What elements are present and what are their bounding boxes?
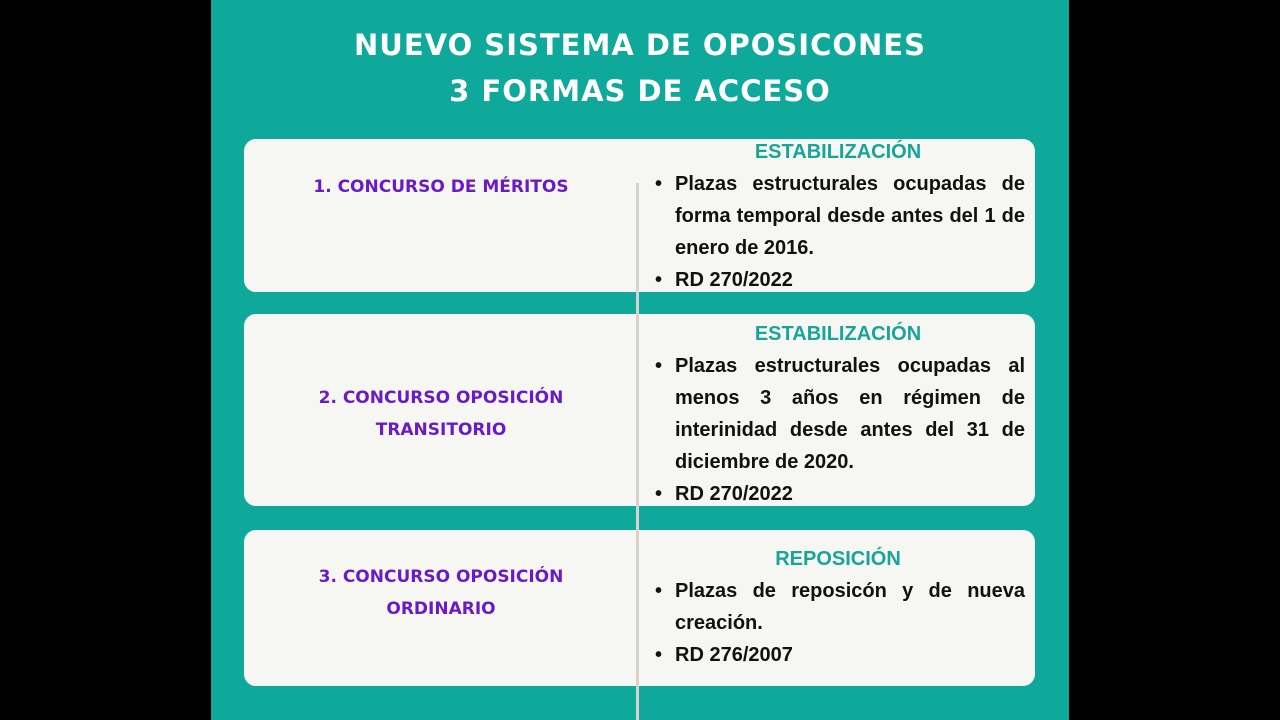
access-card-1 — [244, 139, 1035, 292]
access-type-line: 1. CONCURSO DE MÉRITOS — [313, 177, 569, 197]
bullet-list — [651, 350, 1025, 510]
slide-title — [211, 22, 1069, 114]
vertical-divider — [636, 183, 639, 720]
access-card-2 — [244, 314, 1035, 506]
access-details — [651, 321, 1025, 510]
slide-panel — [211, 0, 1069, 720]
access-type-line: 3. CONCURSO OPOSICIÓN — [318, 567, 564, 587]
title-line-1: NUEVO SISTEMA DE OPOSICONES — [354, 28, 926, 62]
access-type-label — [244, 171, 638, 203]
category-heading: ESTABILIZACIÓN — [754, 141, 922, 163]
bullet-item: • RD 276/2007 — [651, 639, 1025, 671]
access-type-line: ORDINARIO — [386, 599, 496, 619]
category-heading: REPOSICIÓN — [775, 548, 901, 570]
bullet-item: • RD 270/2022 — [651, 264, 1025, 296]
access-card-3 — [244, 530, 1035, 686]
bullet-list — [651, 575, 1025, 671]
access-type-line: TRANSITORIO — [375, 420, 507, 440]
access-type-line: 2. CONCURSO OPOSICIÓN — [318, 388, 564, 408]
title-line-2: 3 FORMAS DE ACCESO — [449, 74, 831, 108]
access-details — [651, 546, 1025, 671]
access-details — [651, 139, 1025, 296]
bullet-item: • RD 270/2022 — [651, 478, 1025, 510]
access-type-label — [244, 382, 638, 446]
bullet-item: • Plazas estructurales ocupadas de forma temporal desde antes del 1 de enero de 2016. — [651, 168, 1025, 264]
bullet-list — [651, 168, 1025, 296]
bullet-item: • Plazas de reposicón y de nueva creación. — [651, 575, 1025, 639]
bullet-item: • Plazas estructurales ocupadas al menos 3 años en régimen de interinidad desde antes del 31 de diciembre de 2020. — [651, 350, 1025, 478]
access-type-label — [244, 561, 638, 625]
category-heading: ESTABILIZACIÓN — [754, 323, 922, 345]
